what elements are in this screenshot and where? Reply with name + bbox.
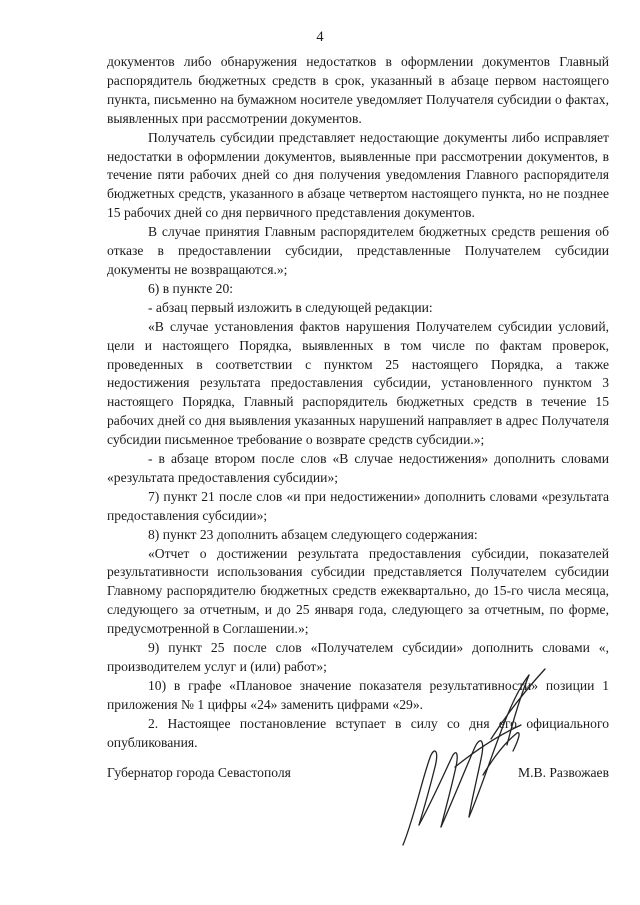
signature-block bbox=[107, 765, 609, 785]
paragraph: - в абзаце втором после слов «В случае недостижения» дополнить словами «результата предоставления субсидии»; bbox=[107, 451, 609, 485]
paragraph: 9) пункт 25 после слов «Получателем субсидии» дополнить словами «, производителем услуг и (или) работ»; bbox=[107, 640, 609, 674]
paragraph: 10) в графе «Плановое значение показателя результативности» позиции 1 приложения № 1 цифры «24» заменить цифрами «29». bbox=[107, 677, 609, 712]
signatory-name: М.В. Развожаев bbox=[518, 765, 609, 780]
paragraph: В случае принятия Главным распорядителем бюджетных средств решения об отказе в предоставлении субсидии, представленные Получателем субсидии документы не возвращаются.»; bbox=[107, 224, 609, 277]
paragraph: Получатель субсидии представляет недостающие документы либо исправляет недостатки в оформлении документов, выявленные при рассмотрении документов, в течение пяти рабочих дней со дня получения уведомления Главного распорядителя бюджетных средств, указанного в абзаце четвертом настоящего пункта, но не позднее 15 рабочих дней со дня первичного представления документов. bbox=[107, 129, 609, 221]
paragraph: документов либо обнаружения недостатков в оформлении документов Главный распорядитель бюджетных средств в срок, указанный в абзаце первом настоящего пункта, письменно на бумажном носителе уведомляет Получателя субсидии о фактах, выявленных при рассмотрении документов. bbox=[107, 54, 609, 126]
signatory-title: Губернатор города Севастополя bbox=[107, 765, 291, 780]
page-number: 4 bbox=[316, 29, 324, 45]
paragraph: 6) в пункте 20: bbox=[148, 280, 234, 296]
document-body bbox=[107, 53, 609, 753]
paragraph: 2. Настоящее постановление вступает в силу со дня его официального опубликования. bbox=[107, 715, 609, 750]
handwritten-signature bbox=[395, 655, 565, 855]
paragraph: - абзац первый изложить в следующей редакции: bbox=[148, 299, 433, 315]
paragraph: «Отчет о достижении результата предоставления субсидии, показателей результативности использования субсидии представляется Получателем субсидии Главному распорядителю бюджетных средств ежеквартально, до 15-го числа месяца, следующего за отчетным, и до 25 января года, следующего за отчетным, по форме, предусмотренной в Соглашении.»; bbox=[107, 545, 609, 637]
paragraph: 7) пункт 21 после слов «и при недостижении» дополнить словами «результата предоставления субсидии»; bbox=[107, 488, 609, 523]
paragraph: «В случае установления фактов нарушения Получателем субсидии условий, цели и настоящего Порядка, выявленных в том числе по фактам проверок, проведенных в соответствии с пунктом 25 настоящего Порядка, а также недостижения результата предоставления субсидии, установленного пунктом 3 настоящего Порядка, Главный распорядитель бюджетных средств в течение 15 рабочих дней со дня выявления указанных нарушений направляет в адрес Получателя субсидии письменное требование о возврате средств субсидии.»; bbox=[107, 318, 609, 448]
paragraph: 8) пункт 23 дополнить абзацем следующего содержания: bbox=[148, 526, 478, 542]
